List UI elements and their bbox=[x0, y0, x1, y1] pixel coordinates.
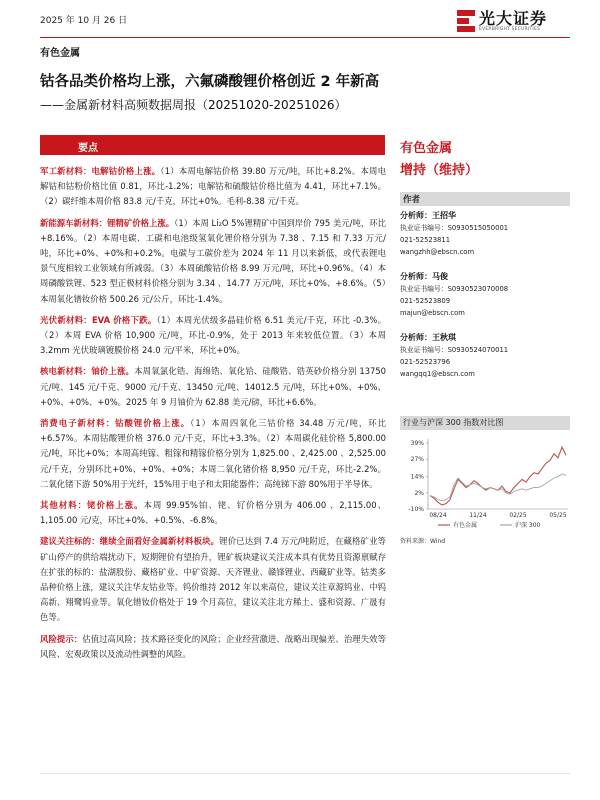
authors-header bbox=[400, 192, 570, 206]
analyst-email[interactable]: majun@ebscn.com bbox=[400, 309, 465, 317]
paragraph-text: （1）本周电解钴价格 39.80 万元/吨，环比+8.2%。本周电解钴和钴粉价格比值 0.81，环比-1.2%；电解钴和硫酸钴价格比值为 4.41，环比+7.1%。（2）碳纤维本周价格 83.8 元/千克，环比+0%。毛利-8.38 元/千克。 bbox=[40, 166, 386, 207]
analyst-cert: 执业证书编号：S0930515050001 bbox=[400, 224, 509, 232]
analyst-email[interactable]: wangqq1@ebscn.com bbox=[400, 370, 475, 378]
paragraph-nuclear bbox=[40, 364, 386, 410]
analyst-cert: 执业证书编号：S0930524070011 bbox=[400, 346, 509, 354]
paragraph-heading: 其他材料：铑价格上涨。 bbox=[40, 500, 144, 511]
analyst-name: 分析师：马俊 bbox=[400, 272, 448, 281]
paragraph-text: 估值过高风险；技术路径变化的风险；企业经营激进、战略出现偏差、治理失效等风险、宏观政策以及流动性调整的风险。 bbox=[40, 633, 386, 659]
logo-mark-icon bbox=[457, 10, 475, 32]
x-tick-label: 08/24 bbox=[429, 512, 447, 519]
paragraph-heading: 风险提示： bbox=[40, 633, 83, 644]
report-sector: 有色金属 bbox=[40, 48, 80, 59]
rating-sector: 有色金属 bbox=[400, 141, 453, 156]
logo-name: 光大证券 bbox=[479, 9, 548, 28]
paragraph-new-energy bbox=[40, 216, 386, 307]
analyst-card bbox=[400, 209, 575, 258]
x-tick-label: 11/24 bbox=[469, 512, 487, 519]
legend-label: 有色金属 bbox=[453, 522, 478, 529]
logo-name-en: EVERBRIGHT SECURITIES bbox=[479, 27, 541, 32]
paragraph-heading: 光伏新材料：EVA 价格下跌。 bbox=[40, 314, 157, 325]
paragraph-heading: 新能源车新材料：锂精矿价格上涨。 bbox=[40, 217, 175, 228]
paragraph-text: 本周氧氯化锆、海绵锆、氧化铪、硅酸锆、锆英砂价格分别 13750 元/吨、145 元/千克、9000 元/千克、13450 元/吨、14012.5 元/吨，环比+0%、+0%、+0%、+0%、+0%。2025 年 9 月铀价为 62.88 美元/磅，环比+6.6%。 bbox=[40, 366, 387, 407]
series-line-csi300 bbox=[430, 474, 566, 501]
key-points-header bbox=[40, 135, 385, 155]
report-subtitle: ——金属新材料高频数据周报（20251020-20251026） bbox=[40, 98, 347, 112]
chart-header bbox=[400, 416, 570, 430]
chart-label: 行业与沪深 300 指数对比图 bbox=[403, 418, 504, 427]
paragraph-photovoltaic bbox=[40, 313, 386, 359]
y-tick-label: 27% bbox=[410, 456, 424, 464]
analyst-name: 分析师：王秋琪 bbox=[400, 333, 456, 342]
paragraph-heading: 建议关注标的：继续全面看好金属新材料板块。 bbox=[40, 536, 220, 547]
legend-label: 沪深 300 bbox=[515, 522, 541, 529]
paragraph-text: （1）本周四氧化三钴价格 34.48 万元/吨，环比+6.57%。本周钴酸锂价格 376.0 元/千克，环比+3.3%。（2）本周碳化硅价格 5,800.00 元/吨，环比+0%；本周高纯镓、粗镓和精镓价格分别为 1,825.00 、2,425.00 、2,525.00 元/千克，分别环比+0%、+0%、+0%；本周二氧化锗价格 8,950 元/千克，环比-2.2%。二氧化锗下游 50%用于光纤，15%用于电子和太阳能器件；高纯锑下游 80%用于半导体。 bbox=[40, 418, 387, 489]
authors-label: 作者 bbox=[403, 195, 421, 205]
report-title: 钴各品类价格均上涨，六氟磷酸锂价格创近 2 年新高 bbox=[40, 74, 380, 90]
paragraph-text: （1）本周 Li₂O 5%锂精矿中国到岸价 795 美元/吨，环比 +8.16%。（2）本周电碳、工碳和电池级氢氧化锂价格分别为 7.38 、7.15 和 7.33 万元/吨，环比+0%、+0%和+0.2%。电碳与工碳价差为 2024 年 11 月以来新低，或代表锂电景气度相较工业领域有所减弱。（3）本周硫酸钴价格 8.99 万元/吨，环比+0.96%。（4）本周磷酸铁锂、523 型正极材料价格分别为 3.34 、14.77 万元/吨，环比+0%、+8.6%。（5）本周氧化镨钕价格 500.26 元/公斤，环比-1.4%。 bbox=[40, 217, 386, 304]
key-points-label: 要点 bbox=[78, 143, 98, 154]
y-tick-label: -10% bbox=[408, 506, 424, 513]
analyst-card bbox=[400, 331, 575, 380]
company-logo[interactable] bbox=[457, 6, 567, 36]
paragraph-heading: 军工新材料：电解钴价格上涨。 bbox=[40, 166, 161, 176]
paragraph-risk bbox=[40, 632, 386, 662]
key-points-body bbox=[40, 164, 386, 668]
y-tick-label: 39% bbox=[410, 440, 424, 448]
paragraph-text: （1）本周光伏级多晶硅价格 6.51 美元/千克，环比 -0.3%。（2）本周 EVA 价格 10,900 元/吨，环比-0.9%，处于 2013 年来较低位置。（3）本周 3.2mm 光伏玻璃镀膜价格 24.0 元/平米，环比+0%。 bbox=[40, 314, 386, 356]
rating-value: 增持（维持） bbox=[400, 163, 479, 178]
y-tick-label: 2% bbox=[414, 489, 424, 497]
report-date: 2025 年 10 月 26 日 bbox=[40, 16, 128, 26]
index-comparison-chart bbox=[400, 433, 575, 533]
chart-source: 资料来源：Wind bbox=[400, 538, 446, 545]
analyst-card bbox=[400, 270, 575, 319]
paragraph-recommendations bbox=[40, 534, 386, 625]
analyst-name: 分析师：王招华 bbox=[400, 211, 456, 220]
analyst-cert: 执业证书编号：S0930523070008 bbox=[400, 285, 509, 293]
paragraph-consumer-electronics bbox=[40, 416, 386, 492]
analyst-phone: 021-52523809 bbox=[400, 297, 451, 305]
paragraph-text: 本周 99.95%铂、铑、钌价格分别为 406.00 、2,115.00、1,105.00 元/克，环比+0%、+0.5%、-6.8%。 bbox=[40, 500, 386, 526]
x-tick-label: 02/25 bbox=[509, 512, 527, 519]
y-tick-label: 14% bbox=[410, 473, 424, 481]
analyst-phone: 021-52523811 bbox=[400, 236, 451, 244]
paragraph-heading: 消费电子新材料：钴酸锂价格上涨。 bbox=[40, 418, 191, 429]
paragraph-other-materials bbox=[40, 498, 386, 528]
x-tick-label: 05/25 bbox=[549, 512, 567, 519]
paragraph-text: 锂价已达到 7.4 万元/吨附近，在藏格矿业等矿山停产的供给端扰动下，短期锂价有望抬升，锂矿板块建议关注成本具有优势且资源禀赋存在扩张的标的：盐湖股份、藏格矿业、中矿资源、天齐锂业、赣锋锂业、西藏矿业等。钴类多品种价格上涨，建议关注华友钴业等。钨价维持 2012 年以来高位，建议关注章源钨业、中钨高新、翔鹭钨业等。氧化镨钕价格处于 19 个月高位，建议关注北方稀土、盛和资源、广晟有色等。 bbox=[40, 536, 386, 623]
analyst-phone: 021-52523796 bbox=[400, 358, 451, 366]
paragraph-military bbox=[40, 164, 386, 210]
header-divider bbox=[40, 37, 570, 38]
footer-divider bbox=[40, 773, 570, 774]
analyst-email[interactable]: wangzhh@ebscn.com bbox=[400, 248, 475, 256]
paragraph-heading: 核电新材料：铀价上涨。 bbox=[40, 366, 135, 377]
